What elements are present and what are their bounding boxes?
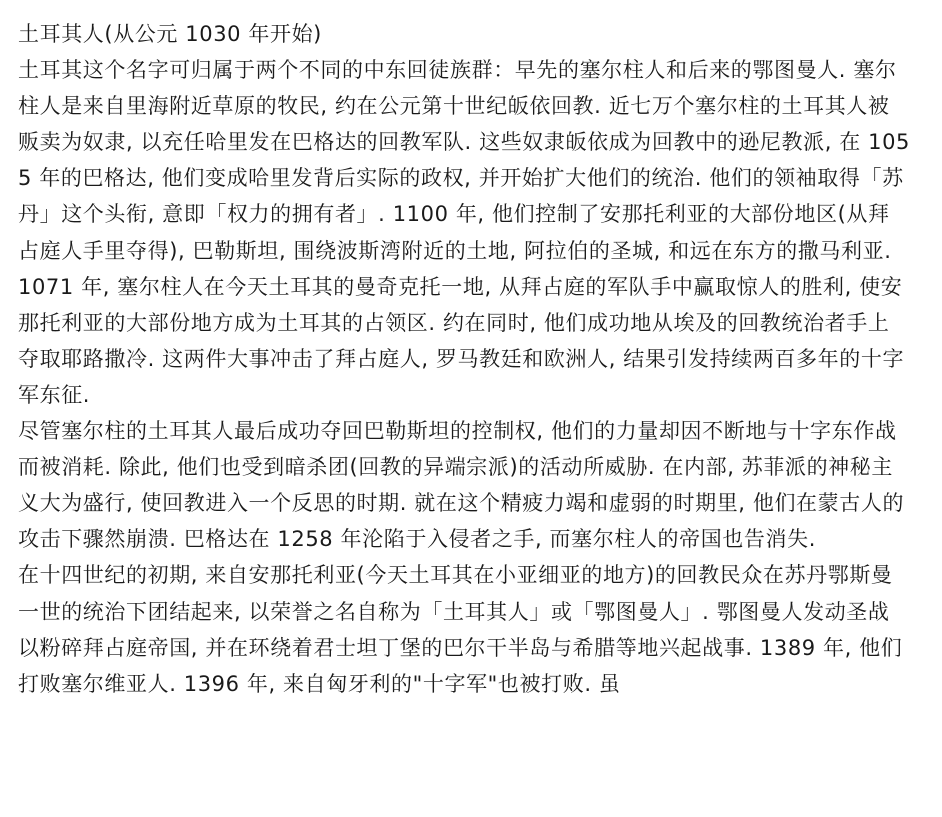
document-title: 土耳其人(从公元 1030 年开始) (18, 22, 322, 46)
paragraph-seljuk-decline: 尽管塞尔柱的土耳其人最后成功夺回巴勒斯坦的控制权, 他们的力量却因不断地与十字东作战而被消耗. 除此, 他们也受到暗杀团(回教的异端宗派)的活动所威胁. 在内部, 苏菲派的神秘主义大为盛行, 使回教进入一个反思的时期. 就在这个精疲力竭和虚弱的时期里, 他们在蒙古人的攻击下骤然崩溃. 巴格达在 1258 年沦陷于入侵者之手, 而塞尔柱人的帝国也告消失. (18, 419, 905, 552)
paragraph-ottoman-rise: 在十四世纪的初期, 来自安那托利亚(今天土耳其在小亚细亚的地方)的回教民众在苏丹鄂斯曼一世的统治下团结起来, 以荣誉之名自称为「土耳其人」或「鄂图曼人」. 鄂图曼人发动圣战以粉碎拜占庭帝国, 并在环绕着君士坦丁堡的巴尔干半岛与希腊等地兴起战事. 1389 年, 他们打败塞尔维亚人. 1396 年, 来自匈牙利的"十字军"也被打败. 虽 (18, 563, 903, 696)
paragraph-seljuk-origins: 土耳其这个名字可归属于两个不同的中东回徒族群：早先的塞尔柱人和后来的鄂图曼人. 塞尔柱人是来自里海附近草原的牧民, 约在公元第十世纪皈依回教. 近七万个塞尔柱的土耳其人被贩卖为奴隶, 以充任哈里发在巴格达的回教军队. 这些奴隶皈依成为回教中的逊尼教派, 在 1055 年的巴格达, 他们变成哈里发背后实际的政权, 并开始扩大他们的统治. 他们的领袖取得「苏丹」这个头衔, 意即「权力的拥有者」. 1100 年, 他们控制了安那托利亚的大部份地区(从拜占庭人手里夺得), 巴勒斯坦, 围绕波斯湾附近的土地, 阿拉伯的圣城, 和远在东方的撒马利亚. (18, 58, 911, 263)
document-body (18, 16, 910, 702)
paragraph-manzikert-1071: 1071 年, 塞尔柱人在今天土耳其的曼奇克托一地, 从拜占庭的军队手中赢取惊人的胜利, 使安那托利亚的大部份地方成为土耳其的占领区. 约在同时, 他们成功地从埃及的回教统治者手上夺取耶路撒冷. 这两件大事冲击了拜占庭人, 罗马教廷和欧洲人, 结果引发持续两百多年的十字军东征. (18, 274, 905, 407)
